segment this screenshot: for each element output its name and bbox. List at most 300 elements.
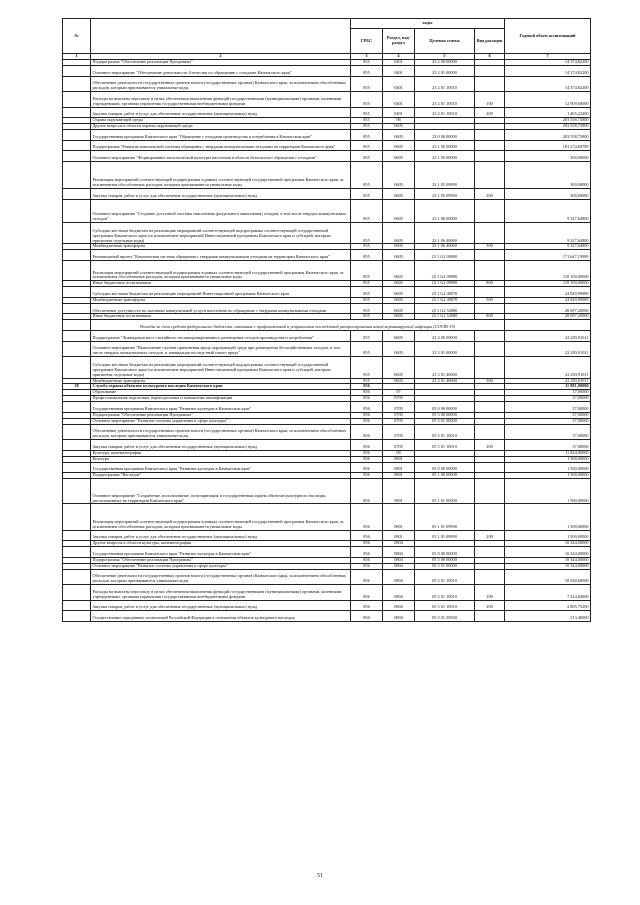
row-target: 23 3 01 40060 — [415, 357, 475, 378]
row-expense — [475, 65, 505, 76]
row-expense: 200 — [475, 440, 505, 451]
row-number — [63, 199, 91, 222]
row-target: 05 5 01 10010 — [415, 440, 475, 451]
row-expense: 200 — [475, 107, 505, 118]
row-target: 05 0 00 00000 — [415, 402, 475, 413]
table-row — [63, 261, 591, 281]
table-row — [63, 65, 591, 76]
row-amount: 10 344,00000 — [505, 541, 591, 547]
row-name: Межбюджетные трансферты — [91, 378, 351, 384]
row-target: 23 1 G2 00000 — [415, 250, 475, 261]
row-section: 0605 — [383, 341, 415, 357]
row-number — [63, 402, 91, 413]
row-grbs: 856 — [351, 384, 383, 390]
row-amount: 11 881,00000 — [505, 384, 591, 390]
row-grbs: 856 — [351, 600, 383, 611]
row-grbs: 856 — [351, 479, 383, 504]
row-section: 0605 — [383, 378, 415, 384]
row-section: 0804 — [383, 541, 415, 547]
row-section: 0401 — [383, 65, 415, 76]
header-num: № — [63, 19, 91, 54]
row-name: Образование — [91, 390, 351, 396]
row-section: 06 — [383, 118, 415, 124]
row-expense — [475, 611, 505, 622]
table-row — [63, 140, 591, 151]
table-row — [63, 424, 591, 440]
row-grbs: 856 — [351, 611, 383, 622]
row-amount: 171 647,19989 — [505, 250, 591, 261]
row-amount: 28 697,20000 — [505, 314, 591, 320]
row-amount: 1 500,00000 — [505, 479, 591, 504]
row-name: Другие вопросы в области культуры, кинематографии — [91, 541, 351, 547]
row-grbs: 855 — [351, 314, 383, 320]
row-number — [63, 303, 91, 314]
row-amount: 9 327,64800 — [505, 223, 591, 244]
row-amount: 37,00000 — [505, 402, 591, 413]
row-section: 0605 — [383, 244, 415, 250]
row-section: 0605 — [383, 151, 415, 162]
header-index: 3 — [351, 54, 383, 60]
row-grbs: 855 — [351, 303, 383, 314]
row-section: 0401 — [383, 60, 415, 66]
row-number — [63, 223, 91, 244]
row-number — [63, 479, 91, 504]
header-index: 2 — [91, 54, 351, 60]
table-row — [63, 130, 591, 141]
row-section: 0605 — [383, 223, 415, 244]
row-amount: 22 283,91011 — [505, 357, 591, 378]
row-section: 0605 — [383, 250, 415, 261]
row-target: 23 3 00 00000 — [415, 331, 475, 342]
row-name: Обеспечение деятельности государственных органов власти (государственных органов) Камчатского края, за исключением обособленных расходов, которым присваиваются уникальные коды — [91, 76, 351, 92]
row-grbs: 856 — [351, 563, 383, 569]
row-amount: 37,00000 — [505, 412, 591, 418]
row-expense — [475, 151, 505, 162]
row-target: 05 0 00 00000 — [415, 547, 475, 558]
row-section: 0804 — [383, 547, 415, 558]
row-section: 0401 — [383, 92, 415, 108]
row-target: 23 1 G2 09990 — [415, 281, 475, 287]
row-name: Субсидии местным бюджетам на реализацию мероприятий Инвестиционной программы Камчатского края — [91, 287, 351, 298]
row-expense: 800 — [475, 281, 505, 287]
row-section: 0605 — [383, 261, 415, 281]
row-number — [63, 585, 91, 601]
row-amount: 118 100,00000 — [505, 281, 591, 287]
table-row — [63, 92, 591, 108]
row-amount: 118 100,00000 — [505, 261, 591, 281]
row-amount: 37,00000 — [505, 440, 591, 451]
row-target: 05 5 01 00000 — [415, 563, 475, 569]
row-target: 05 5 01 10010 — [415, 424, 475, 440]
row-grbs: 855 — [351, 244, 383, 250]
table-row — [63, 223, 591, 244]
header-section: Раздел, под-раздел — [383, 29, 415, 54]
row-name: Профессиональная подготовка, переподготовка и повышение квалификации — [91, 396, 351, 402]
row-number — [63, 424, 91, 440]
table-row — [63, 250, 591, 261]
row-amount: 1 500,00000 — [505, 530, 591, 541]
row-expense: 100 — [475, 585, 505, 601]
row-grbs: 856 — [351, 547, 383, 558]
row-target: 05 1 01 09990 — [415, 530, 475, 541]
row-target: 05 5 00 00000 — [415, 557, 475, 563]
row-amount: 10 344,00000 — [505, 563, 591, 569]
row-number — [63, 162, 91, 189]
row-grbs: 856 — [351, 402, 383, 413]
header-name — [91, 19, 351, 54]
row-amount: 1 500,00000 — [505, 456, 591, 462]
row-section: 0605 — [383, 199, 415, 222]
row-number: 38 — [63, 384, 91, 390]
header-index: 1 — [63, 54, 91, 60]
row-target: 23 1 00 00000 — [415, 140, 475, 151]
row-name: Подпрограмма "Обеспечение реализации Программы" — [91, 60, 351, 66]
row-expense: 500 — [475, 378, 505, 384]
row-expense — [475, 130, 505, 141]
row-expense — [475, 331, 505, 342]
row-expense — [475, 261, 505, 281]
row-grbs: 855 — [351, 297, 383, 303]
row-amount: 300,00000 — [505, 189, 591, 200]
row-number — [63, 331, 91, 342]
row-amount: 1 500,00000 — [505, 473, 591, 479]
row-amount: 12 909,60000 — [505, 92, 591, 108]
row-expense — [475, 357, 505, 378]
row-grbs: 856 — [351, 585, 383, 601]
row-section: 0801 — [383, 479, 415, 504]
table-row — [63, 189, 591, 200]
row-grbs: 856 — [351, 557, 383, 563]
row-expense — [475, 504, 505, 530]
row-grbs: 855 — [351, 261, 383, 281]
row-amount: 24 849,99989 — [505, 287, 591, 298]
row-section: 0705 — [383, 440, 415, 451]
row-grbs: 855 — [351, 189, 383, 200]
row-section: 0605 — [383, 124, 415, 130]
row-target: 23 1 G2 40070 — [415, 287, 475, 298]
row-number — [63, 151, 91, 162]
row-target: 23 2 01 10010 — [415, 76, 475, 92]
table-row — [63, 199, 591, 222]
row-name: Культура, кинематография — [91, 450, 351, 456]
row-amount: 37,00000 — [505, 418, 591, 424]
row-target: 05 5 01 10010 — [415, 600, 475, 611]
header-codes: коды — [351, 19, 505, 29]
row-section: 0605 — [383, 287, 415, 298]
row-number — [63, 140, 91, 151]
row-grbs: 855 — [351, 151, 383, 162]
row-section: 0705 — [383, 418, 415, 424]
row-section: 0605 — [383, 303, 415, 314]
row-section: 0401 — [383, 107, 415, 118]
row-grbs: 855 — [351, 331, 383, 342]
row-name: Региональный проект "Комплексная система обращения с твердыми коммунальными отходами на территории Камчатского края" — [91, 250, 351, 261]
row-target: 23 3 01 00000 — [415, 341, 475, 357]
row-amount: 313,40000 — [505, 611, 591, 622]
row-amount: 203 558,75800 — [505, 130, 591, 141]
header-index: 5 — [415, 54, 475, 60]
row-section: 0401 — [383, 76, 415, 92]
row-section: 0705 — [383, 402, 415, 413]
row-amount: 37,00000 — [505, 396, 591, 402]
table-row — [63, 547, 591, 558]
row-name: Государственная программа Камчатского края "Обращение с отходами производства и потребления в Камчатском крае" — [91, 130, 351, 141]
row-grbs: 856 — [351, 424, 383, 440]
row-name: Основное мероприятие "Формирование экологической культуры населения в области безопасного обращения с отходами" — [91, 151, 351, 162]
row-name: Реализация мероприятий соответствующей подпрограммы в рамках соответствующей государственной программы Камчатского края, за исключением обособленных расходов, которым присваиваются уникальные коды — [91, 504, 351, 530]
row-name: Основное мероприятие "Развитие системы управления в сфере культуры" — [91, 563, 351, 569]
row-name: Государственная программа Камчатского края "Развитие культуры в Камчатском крае" — [91, 462, 351, 473]
row-name: Закупка товаров, работ и услуг для обеспечения государственных (муниципальных) нужд — [91, 189, 351, 200]
row-amount: 37,00000 — [505, 424, 591, 440]
row-section: 0605 — [383, 357, 415, 378]
row-name: Подпрограмма "Наследие" — [91, 473, 351, 479]
row-name: Закупка товаров, работ и услуг для обеспечения государственных (муниципальных) нужд — [91, 107, 351, 118]
header-grbs: ГРБС — [351, 29, 383, 54]
row-name: Основное мероприятие "Выполнение случаев причинения вреда окружающей среде при размещении бесхозяйственных отходов, в том числе твердых коммунальных отходов, и ликвидация последствий такого вреда" — [91, 341, 351, 357]
section-note: Расходы за счет средств федерального бюджета, связанные с профилактикой и устранением последствий распространения новой коронавирусной инфекции (COVID-19) — [91, 320, 505, 331]
row-target: 23 1 G2 52680 — [415, 303, 475, 314]
row-grbs: 856 — [351, 530, 383, 541]
row-grbs: 855 — [351, 378, 383, 384]
row-section: 0801 — [383, 504, 415, 530]
row-grbs: 855 — [351, 199, 383, 222]
row-number — [63, 530, 91, 541]
row-name: Обеспечение доступности по оказанию коммунальной услуги населению по обращению с твердыми коммунальными отходами — [91, 303, 351, 314]
row-number — [63, 357, 91, 378]
row-number — [63, 504, 91, 530]
row-name: Субсидии местным бюджетам на реализацию мероприятий соответствующей подпрограммы соответствующей государственной программы Камчатского края (за исключением мероприятий Инвестиционной программы Камчатского края и субсидий, которым присвоены отдельные коды) — [91, 357, 351, 378]
header-amount: Годовой объем ассигнований — [505, 19, 591, 54]
row-amount: 10 030,60000 — [505, 569, 591, 585]
table-row — [63, 440, 591, 451]
row-section: 0705 — [383, 396, 415, 402]
budget-table — [62, 18, 591, 622]
row-number — [63, 440, 91, 451]
row-number — [63, 341, 91, 357]
row-section: 0705 — [383, 424, 415, 440]
row-amount: 1 500,00000 — [505, 504, 591, 530]
row-amount: 24 849,99989 — [505, 297, 591, 303]
row-amount: 22 283,91011 — [505, 341, 591, 357]
row-amount: 10 344,00000 — [505, 547, 591, 558]
table-row — [63, 504, 591, 530]
row-amount: 7 224,84800 — [505, 585, 591, 601]
row-amount: 2 805,75200 — [505, 600, 591, 611]
row-target: 23 2 01 00000 — [415, 65, 475, 76]
row-name: Закупка товаров, работ и услуг для обеспечения государственных (муниципальных) нужд — [91, 600, 351, 611]
table-row — [63, 569, 591, 585]
row-grbs: 856 — [351, 396, 383, 402]
table-row — [63, 162, 591, 189]
row-expense: 100 — [475, 92, 505, 108]
page-number: 51 — [317, 873, 323, 879]
row-target: 23 1 06 40060 — [415, 244, 475, 250]
row-number — [63, 76, 91, 92]
row-name: Охрана окружающей среды — [91, 118, 351, 124]
row-grbs: 855 — [351, 107, 383, 118]
row-grbs: 856 — [351, 541, 383, 547]
row-grbs: 856 — [351, 450, 383, 456]
row-expense — [475, 569, 505, 585]
row-name: Реализация мероприятий соответствующей подпрограммы в рамках соответствующей государственной программы Камчатского края, за исключением обособленных расходов, которым присваиваются уникальные коды — [91, 261, 351, 281]
row-name: Подпрограмма "Развитие комплексной системы обращения с твердыми коммунальными отходами на территории Камчатского края" — [91, 140, 351, 151]
row-section: 0804 — [383, 557, 415, 563]
row-name: Межбюджетные трансферты — [91, 297, 351, 303]
row-grbs: 855 — [351, 65, 383, 76]
row-expense — [475, 223, 505, 244]
row-grbs: 856 — [351, 504, 383, 530]
row-name: Обеспечение деятельности государственных органов власти (государственных органов) Камчатского края, за исключением обособленных расходов, которым присваиваются уникальные коды — [91, 424, 351, 440]
row-name: Закупка товаров, работ и услуг для обеспечения государственных (муниципальных) нужд — [91, 530, 351, 541]
row-target: 05 5 00 00000 — [415, 412, 475, 418]
row-expense — [475, 162, 505, 189]
row-target: 05 5 01 00000 — [415, 418, 475, 424]
row-number — [63, 569, 91, 585]
row-section: 0804 — [383, 611, 415, 622]
row-name: Реализация мероприятий соответствующей подпрограммы в рамках соответствующей государственной программы Камчатского края, за исключением обособленных расходов, которым присваиваются уникальные коды — [91, 162, 351, 189]
row-target: 05 5 01 10010 — [415, 585, 475, 601]
row-amount: 14 374,82200 — [505, 76, 591, 92]
row-target: 23 1 G2 09990 — [415, 261, 475, 281]
row-number — [63, 107, 91, 118]
row-target: 23 1 05 00000 — [415, 151, 475, 162]
row-name: Подпрограмма "Обеспечение реализации Программы" — [91, 557, 351, 563]
note-amount — [505, 320, 591, 331]
row-expense: 500 — [475, 244, 505, 250]
note-spacer — [63, 320, 91, 331]
row-grbs: 856 — [351, 440, 383, 451]
header-index: 4 — [383, 54, 415, 60]
table-row — [63, 320, 591, 331]
row-target: 05 1 01 09990 — [415, 504, 475, 530]
row-target: 23 3 01 40060 — [415, 378, 475, 384]
row-name: Расходы на выплаты персоналу в целях обеспечения выполнения функций государственными (муниципальными) органами, казенными учреждениями, органами управления государственными внебюджетными фондами — [91, 585, 351, 601]
row-section: 0605 — [383, 140, 415, 151]
row-name: Основное мероприятие "Развитие системы управления в сфере культуры" — [91, 418, 351, 424]
row-number — [63, 611, 91, 622]
row-expense: 200 — [475, 530, 505, 541]
table-row — [63, 585, 591, 601]
row-section: 0705 — [383, 412, 415, 418]
table-row — [63, 151, 591, 162]
row-section: 0605 — [383, 297, 415, 303]
row-name: Государственная программа Камчатского края "Развитие культуры в Камчатском крае" — [91, 402, 351, 413]
row-number — [63, 189, 91, 200]
row-amount: 10 344,00000 — [505, 557, 591, 563]
row-amount: 9 327,64800 — [505, 199, 591, 222]
row-amount: 203 558,75800 — [505, 124, 591, 130]
row-grbs: 856 — [351, 390, 383, 396]
row-target: 23 1 06 40060 — [415, 223, 475, 244]
row-target: 05 1 01 00000 — [415, 479, 475, 504]
row-expense: 200 — [475, 600, 505, 611]
row-section: 0605 — [383, 331, 415, 342]
row-grbs: 855 — [351, 130, 383, 141]
row-section: 08 — [383, 450, 415, 456]
header-index: 6 — [475, 54, 505, 60]
row-amount: 22 283,91011 — [505, 378, 591, 384]
row-name: Расходы на выплаты персоналу в целях обеспечения выполнения функций государственными (муниципальными) органами, казенными учреждениями, органами управления государственными внебюджетными фондами — [91, 92, 351, 108]
row-amount: 181 274,84789 — [505, 140, 591, 151]
row-number — [63, 462, 91, 473]
row-amount: 300,00000 — [505, 151, 591, 162]
row-grbs: 855 — [351, 281, 383, 287]
row-grbs: 855 — [351, 341, 383, 357]
row-grbs: 856 — [351, 473, 383, 479]
table-row — [63, 287, 591, 298]
row-expense: 800 — [475, 314, 505, 320]
row-name: Иные бюджетные ассигнования — [91, 314, 351, 320]
row-name: Иные бюджетные ассигнования — [91, 281, 351, 287]
row-grbs: 856 — [351, 462, 383, 473]
row-amount: 1 465,22200 — [505, 107, 591, 118]
row-expense — [475, 547, 505, 558]
row-name: Культура — [91, 456, 351, 462]
row-expense — [475, 303, 505, 314]
row-amount: 28 697,20000 — [505, 303, 591, 314]
row-section: 0605 — [383, 189, 415, 200]
row-grbs: 856 — [351, 569, 383, 585]
row-name: Другие вопросы в области охраны окружающей среды — [91, 124, 351, 130]
row-target: 23 1 05 09990 — [415, 162, 475, 189]
row-name: Подпрограмма "Обеспечение реализации Программы" — [91, 412, 351, 418]
row-grbs: 855 — [351, 140, 383, 151]
row-section: 0605 — [383, 130, 415, 141]
row-section: 0804 — [383, 569, 415, 585]
row-name: Подпрограмма "Ликвидация мест стихийного несанкционированного размещения отходов производства и потребления" — [91, 331, 351, 342]
table-row — [63, 462, 591, 473]
row-grbs: 856 — [351, 418, 383, 424]
row-section: 0804 — [383, 585, 415, 601]
row-name: Основное мероприятие "Обеспечение деятельности Агентства по обращению с отходами Камчатского края" — [91, 65, 351, 76]
row-name: Служба охраны объектов культурного наследия Камчатского края — [91, 384, 351, 390]
row-target: 05 5 01 10010 — [415, 569, 475, 585]
row-grbs: 855 — [351, 250, 383, 261]
row-amount: 14 374,82200 — [505, 65, 591, 76]
row-number — [63, 261, 91, 281]
row-amount: 11 844,00000 — [505, 450, 591, 456]
row-number — [63, 65, 91, 76]
row-name: Осуществление переданных полномочий Российской Федерации в отношении объектов культурного наследия — [91, 611, 351, 622]
row-name: Основное мероприятие "Сохранение, использование, популяризация и государственная охрана объектов культурного наследия, расположенных на территории Камчатского края" — [91, 479, 351, 504]
row-grbs: 855 — [351, 124, 383, 130]
row-grbs: 856 — [351, 456, 383, 462]
row-section: 0804 — [383, 563, 415, 569]
row-target: 05 5 01 59500 — [415, 611, 475, 622]
table-row — [63, 331, 591, 342]
row-expense — [475, 402, 505, 413]
row-section: 0605 — [383, 314, 415, 320]
table-row — [63, 402, 591, 413]
row-expense — [475, 250, 505, 261]
row-amount: 9 327,64800 — [505, 244, 591, 250]
row-grbs: 856 — [351, 412, 383, 418]
row-name: Межбюджетные трансферты — [91, 244, 351, 250]
row-grbs: 855 — [351, 223, 383, 244]
row-expense — [475, 287, 505, 298]
row-grbs: 855 — [351, 162, 383, 189]
table-row — [63, 76, 591, 92]
header-index: 7 — [505, 54, 591, 60]
row-grbs: 855 — [351, 76, 383, 92]
table-row — [63, 303, 591, 314]
row-grbs: 855 — [351, 92, 383, 108]
table-row — [63, 530, 591, 541]
row-target: 23 2 01 10010 — [415, 92, 475, 108]
row-grbs: 855 — [351, 287, 383, 298]
row-target: 23 1 G2 52680 — [415, 314, 475, 320]
